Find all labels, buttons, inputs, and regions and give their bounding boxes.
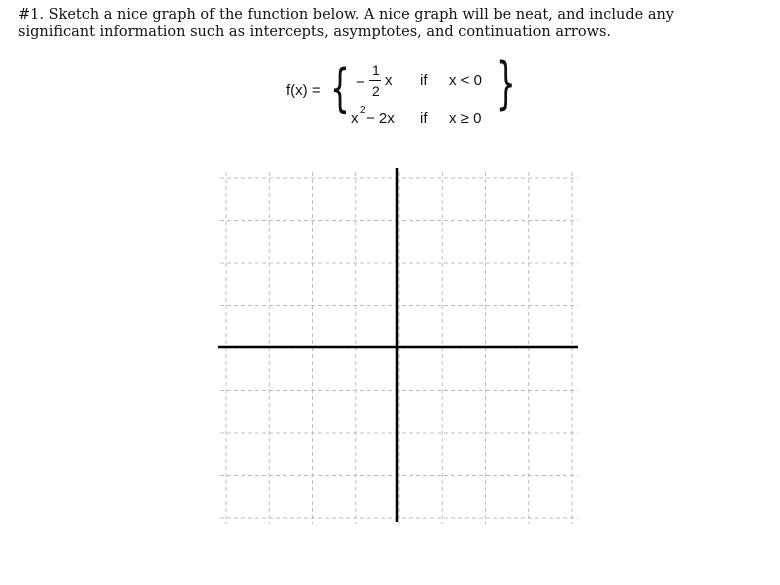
piece2-condition: x ≥ 0 xyxy=(449,110,482,127)
piece1-numerator: 1 xyxy=(372,62,380,78)
right-brace: } xyxy=(496,51,516,116)
piece1-neg-sign: − xyxy=(356,74,365,91)
piece2-exponent: 2 xyxy=(360,105,366,116)
piece2-rest: − 2x xyxy=(366,110,395,127)
question-line-2: significant information such as intercepts, asymptotes, and continuation arrows. xyxy=(18,24,612,40)
function-lhs: f(x) = xyxy=(286,82,321,99)
piece1-variable: x xyxy=(385,72,393,89)
piece1-denominator: 2 xyxy=(372,83,380,99)
question-line-1: #1. Sketch a nice graph of the function below. A nice graph will be neat, and include any xyxy=(18,7,674,23)
piece2-base: x xyxy=(351,110,359,127)
piece2-if: if xyxy=(420,110,428,127)
piece1-condition: x < 0 xyxy=(449,72,482,89)
left-brace: { xyxy=(330,59,350,119)
piece1-if: if xyxy=(420,72,428,89)
